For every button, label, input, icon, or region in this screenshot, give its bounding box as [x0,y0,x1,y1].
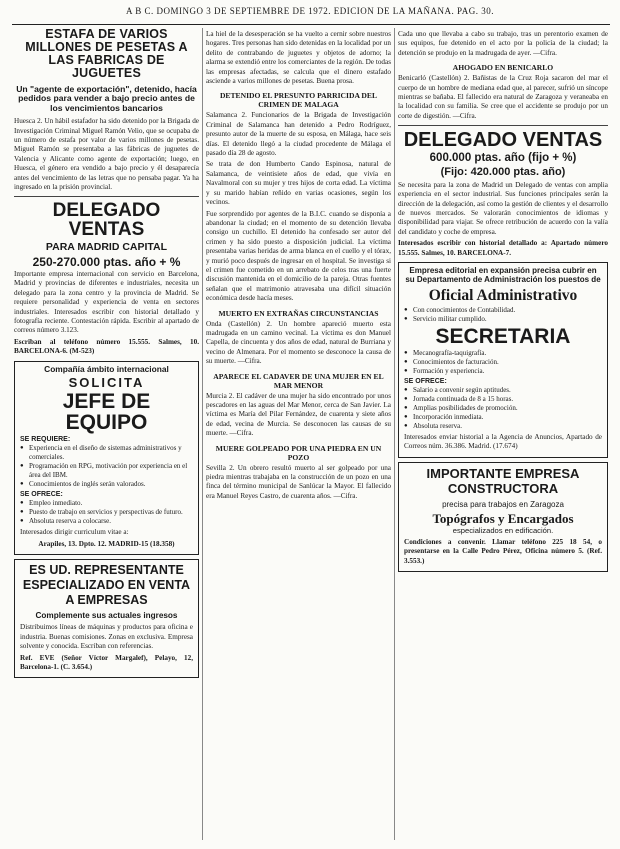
constructora-body: Condiciones a convenir. Llamar teléfono 225 18 54, o presentarse en la Calle Pedro Pérez, Oficina número 5. (Ref. 3.553.) [404,537,602,565]
list-item: ● Programación en RPG, motivación por experiencia en el área del IBM. [20,462,193,480]
constructora-precisa: precisa para trabajos en Zaragoza [442,499,564,509]
oficial-intro: Empresa editorial en expansión precisa cubrir en su Departamento de Administración los puestos de [405,266,601,285]
oficial-footer: Interesados enviar historial a la Agencia de Anuncios, Apartado de Correos núm. 36.386. Madrid. (17.674) [404,432,602,451]
representante-title: ES UD. REPRESENTANTE ESPECIALIZADO EN VENTA A EMPRESAS [22,563,191,607]
delegado-contact: Interesados escribir con historial detallado a: Apartado número 15.555. Salmes, 10. BARCELONA-7. [398,239,608,257]
jefe-solicita: SOLICITA [68,375,145,391]
delegado-salary: 250-270.000 ptas. año + % [32,254,181,269]
divider [14,196,199,197]
cadaver-body: Murcia 2. El cadáver de una mujer ha sido encontrado por unos pescadores en las aguas del Mar Menor, cerca de San Javier. La víctima es María del Pilar Fernández, de cuarenta y siete años de edad, vecina de Murcia. Se desconocen las causas de su muerte. —Cifra. [206,391,391,438]
estafa-body: Huesca 2. Un hábil estafador ha sido detenido por la Brigada de Investigación Criminal Miguel Ramón Velio, que se ocupaba de un número de estafa por valor de varios millones de pesetas. Miguel Ramón se presentaba a las fábricas de juguetes de Valencia y Alicante como agente de exportación; luego, en Huesca, el género era vendido a bajo precio y él desaparecía antes del vencimiento de las letras que no pensaba pagar. Ya ha ingresado en la prisión provincial. [14,117,199,191]
constructora-roles: Topógrafos y Encargados [432,511,574,527]
list-item: ● Servicio militar cumplido. [404,315,602,324]
delegado-salary: 600.000 ptas. año (fijo + %) [429,152,577,165]
top-body: La hiel de la desesperación se ha vuelto a cernir sobre nuestros hogares. Tres personas han sido detenidas en la localidad por un delito de contrabando de juguetes y objetos de adorno; la alarma se extendió entre los comerciantes de la región. De todas las empresas afectadas, se calcula que el dinero estafado asciende a varios millones de pesetas. Buena prosa. [206,30,391,86]
jefe-title: JEFE DE EQUIPO [62,390,151,435]
column-divider-1 [202,28,203,840]
estafa-headline: ESTAFA DE VARIOS MILLONES DE PESETAS A LAS FABRICAS DE JUGUETES [25,28,188,81]
ahogado-headline: AHOGADO EN BENICARLO [452,63,554,73]
secretaria-title: SECRETARIA [435,324,571,348]
piedra-body: Sevilla 2. Un obrero resultó muerto al ser golpeado por una piedra mientras trabajaba en la construcción de un pozo en una finca del término municipal de Sanlúcar la Mayor. El fallecido era Manuel Reyes Castro, de cuarenta años. —Cifra. [206,463,391,500]
oficial-list [404,306,602,324]
delegado-body: Se necesita para la zona de Madrid un Delegado de ventas con amplia experiencia en el sector industrial. Sus funciones principales serán la dirección de la delegación, así como la gestión de clientes y el desarrollo de nuevos mercados. Se valorarán conocimientos de idiomas y disponibilidad para viajar. Se ofrece retribución de acuerdo con la valía del candidato y coche de empresa. [398,180,608,236]
detenido-headline: DETENIDO EL PRESUNTO PARRICIDA DEL CRIMEN DE MALAGA [219,91,378,110]
oficial-offer-label: SE OFRECE: [404,377,447,385]
muerto-headline: MUERTO EN EXTRAÑAS CIRCUNSTANCIAS [218,308,379,318]
constructora-ad [398,462,608,572]
delegado-fijo: (Fijo: 420.000 ptas. año) [440,165,566,178]
detenido-body-1: Salamanca 2. Funcionarios de la Brigada de Investigación Criminal de Salamanca han detenido a Pedro Rodríguez, presunto autor de la muerte de su esposa, en Málaga, hace seis días. El detenido llegó a la ciudad procedente de Málaga el pasado día 28 de agosto. [206,111,391,158]
list-item: ● Con conocimientos de Contabilidad. [404,306,602,315]
muerto-body: Onda (Castellón) 2. Un hombre apareció muerto esta madrugada en un camino vecinal. La víctima es don Manuel Capella, de cincuenta y dos años de edad, natural de Burriana y vecino de Almenara. Por el momento se desconoce la causa de su muerte. —Cifra. [206,319,391,366]
column-middle [206,28,391,840]
column-right [398,28,608,840]
delegado-title: DELEGADO VENTAS [52,200,161,241]
list-item: ● Experiencia en el diseño de sistemas administrativos y comerciales. [20,444,193,462]
ahogado-body: Benicarló (Castellón) 2. Bañistas de la Cruz Roja sacaron del mar el cuerpo de un hombre de mediana edad que, al parecer, sufrió un síncope mientras se bañaba. El fallecido era natural de Zaragoza y veraneaba en la localidad con su familia. Se cree que el accidente se produjo por un corte de digestión. —Cifra. [398,74,608,120]
top-body: Cada uno que llevaba a cabo su trabajo, tras un perentorio examen de sus equipos, fue detenido en el acto por la policía de la ciudad; la detención se produjo en la madrugada de ayer. —Cifra. [398,30,608,57]
jefe-address: Arapiles, 13. Dpto. 12. MADRID-15 (18.358) [38,539,175,548]
jefe-req-label: SE REQUIERE: [20,436,71,444]
list-item: ● Mecanografía-taquigrafía. [404,349,602,358]
delegado-title: DELEGADO VENTAS [403,129,603,152]
detenido-body-3: Fue sorprendido por agentes de la B.I.C. cuando se disponía a abandonar la ciudad; en el momento de su detención llevaba consigo un cuchillo. El detenido ha confesado ser autor del crimen y ha sido puesto a disposición judicial. La víctima presentaba varias heridas de arma blanca en el cuello y el tórax, y murió poco después de ingresar en el hospital. Se investiga si el crimen fue cometido en un arrebato de celos tras una fuerte discusión mantenida en el domicilio de la pareja. Otras fuentes señalan que el matrimonio atravesaba una difícil situación económica desde hacía meses. [206,209,391,303]
piedra-headline: MUERE GOLPEADO POR UNA PIEDRA EN UN POZO [215,443,382,462]
list-item: ● Amplias posibilidades de promoción. [404,404,602,413]
delegado-body: Importante empresa internacional con servicio en Barcelona, Madrid y provincias de diferentes e industriales, necesita un delegado para la zona centro y la provincia de Madrid. Se requiere personalidad y experiencia de venta en sectores industriales. Interesados escribir con historial detallado y fotografía reciente. Contestación rápida. Escribir al apartado de correos número 3.123. [14,269,199,335]
list-item: ● Empleo inmediato. [20,499,193,508]
list-item: ● Formación y experiencia. [404,367,602,376]
column-divider-2 [394,28,395,840]
list-item: ● Puesto de trabajo en servicios y perspectivas de futuro. [20,508,193,517]
secretaria-list [404,349,602,376]
jefe-footer: Interesados dirigir curriculum vitae a: [20,528,129,537]
delegado-contact: Escriban al teléfono número 15.555. Salmes, 10. BARCELONA-6. (M-523) [14,337,199,356]
representante-address: Ref. EVE (Señor Víctor Margalef), Pelayo, 12, Barcelona-1. (C. 3.654.) [20,653,193,672]
jefe-offer-label: SE OFRECE: [20,491,63,499]
estafa-subhead: Un "agente de exportación", detenido, hacía pedidos para vender a bajo precio antes de los vencimientos bancarios [16,83,197,114]
constructora-esp: especializados en edificación. [452,526,554,536]
representante-ad [14,559,199,678]
oficial-offer-list [404,386,602,431]
list-item: ● Incorporación inmediata. [404,413,602,422]
list-item: ● Conocimientos de inglés serán valorados. [20,480,193,489]
list-item: ● Jornada continuada de 8 a 15 horas. [404,395,602,404]
constructora-title: IMPORTANTE EMPRESA CONSTRUCTORA [426,465,580,497]
jefe-intro: Compañía ámbito internacional [44,363,169,374]
oficial-ad [398,262,608,458]
jefe-equipo-ad [14,361,199,555]
list-item: ● Absoluta reserva. [404,422,602,431]
delegado-sub: PARA MADRID CAPITAL [45,241,168,254]
cadaver-headline: APARECE EL CADAVER DE UNA MUJER EN EL MAR MENOR [213,371,384,390]
representante-body: Distribuimos líneas de máquinas y productos para oficina e industria. Buenas comisiones. Zonas en exclusiva. Empresa solvente y conocida. Escriban con referencias. [20,623,193,651]
list-item: ● Absoluta reserva a colocarse. [20,517,193,526]
column-left [14,28,199,840]
representante-sub: Complemente sus actuales ingresos [35,611,178,620]
jefe-offer-list [20,499,193,526]
page-header: A B C. DOMINGO 3 DE SEPTIEMBRE DE 1972. EDICION DE LA MAÑANA. PAG. 30. [126,6,494,16]
jefe-req-list [20,444,193,489]
divider [398,125,608,126]
header-rule [12,24,610,25]
list-item: ● Salario a convenir según aptitudes. [404,386,602,395]
oficial-title: Oficial Administrativo [428,287,578,305]
detenido-body-2: Se trata de don Humberto Cando Espinosa, natural de Salamanca, de veintisiete años de edad, que vivía en Navalmoral con su mujer y tres hijos de corta edad. La víctima y su marido habían reñido en varias ocasiones, según los vecinos. [206,160,391,207]
list-item: ● Conocimientos de facturación. [404,358,602,367]
